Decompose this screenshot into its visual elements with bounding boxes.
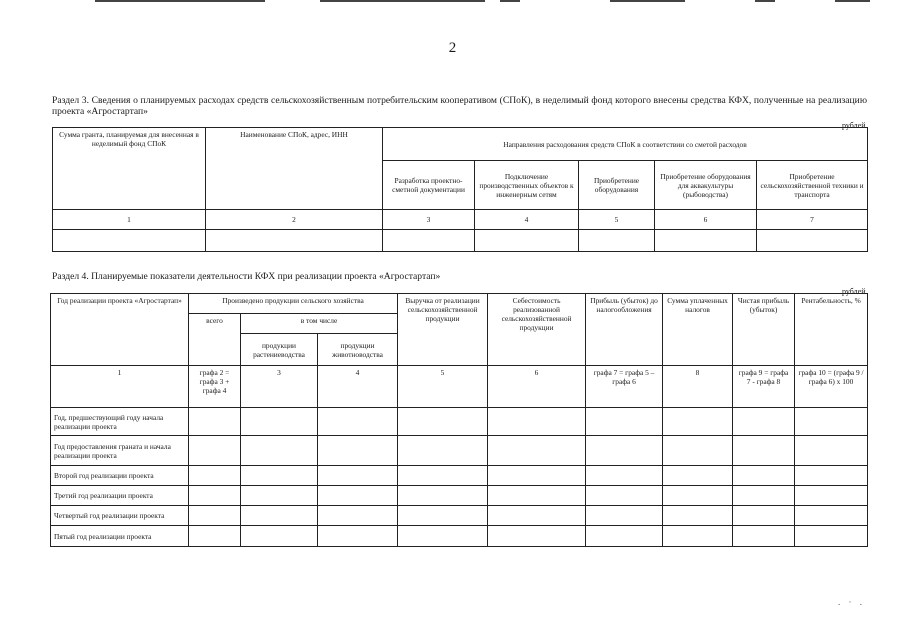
header-design-docs: Разработка проектно-сметной документации	[383, 161, 475, 210]
table-cell	[757, 230, 868, 252]
header-revenue: Выручка от реализации сельскохозяйственной продукции	[398, 294, 488, 366]
column-number: 1	[51, 366, 189, 408]
header-livestock-products: продукции животноводства	[318, 334, 398, 366]
row-label: Пятый год реализации проекта	[51, 526, 189, 547]
column-number: 6	[655, 210, 757, 230]
header-equipment: Приобретение оборудования	[579, 161, 655, 210]
column-number: графа 7 = графа 5 – графа 6	[586, 366, 663, 408]
header-taxes: Сумма уплаченных налогов	[663, 294, 733, 366]
scan-mark	[500, 0, 520, 2]
header-directions: Направления расходования средств СПоК в соответствии со сметой расходов	[383, 128, 868, 161]
table-row	[51, 506, 868, 526]
column-number: 4	[475, 210, 579, 230]
row-label: Год, предшествующий году начала реализации проекта	[51, 408, 189, 436]
column-number: графа 2 = графа 3 + графа 4	[189, 366, 241, 408]
table-cell	[655, 230, 757, 252]
section3-table	[52, 127, 868, 252]
column-number: 5	[398, 366, 488, 408]
column-number: 3	[383, 210, 475, 230]
scan-mark	[835, 0, 870, 2]
header-net-profit: Чистая прибыль (убыток)	[733, 294, 795, 366]
table-cell	[475, 230, 579, 252]
row-label: Год предоставления граната и начала реализации проекта	[51, 436, 189, 466]
header-utility-connection: Подключение производственных объектов к инженерным сетям	[475, 161, 579, 210]
table-row	[51, 486, 868, 506]
table-cell	[206, 230, 383, 252]
section3-units: рублей	[842, 121, 866, 130]
header-including: в том числе	[241, 314, 398, 334]
header-aquaculture-equipment: Приобретение оборудования для аквакультуры (рыбоводства)	[655, 161, 757, 210]
scan-mark	[755, 0, 775, 2]
table-row	[51, 466, 868, 486]
section4-units: рублей	[842, 287, 866, 296]
column-number: 7	[757, 210, 868, 230]
column-number: графа 9 = графа 7 - графа 8	[733, 366, 795, 408]
section3-title: Раздел 3. Сведения о планируемых расходах средств сельскохозяйственным потребительским кооперативом (СПоК), в неделимый фонд которого внесены средства КФХ, полученные на реализацию проекта «Агростартап»	[52, 95, 867, 117]
column-number: 6	[488, 366, 586, 408]
column-number: 1	[53, 210, 206, 230]
header-total: всего	[189, 314, 241, 366]
column-number: 5	[579, 210, 655, 230]
header-produced: Произведено продукции сельского хозяйства	[189, 294, 398, 314]
header-machinery-transport: Приобретение сельскохозяйственной техники и транспорта	[757, 161, 868, 210]
row-label: Четвертый год реализации проекта	[51, 506, 189, 526]
scan-mark	[95, 0, 265, 2]
header-cost: Себестоимость реализованной сельскохозяйственной продукции	[488, 294, 586, 366]
column-number: графа 10 = (графа 9 / графа 6) х 100	[795, 366, 868, 408]
header-crop-products: продукции растениеводства	[241, 334, 318, 366]
table-cell	[53, 230, 206, 252]
row-label: Третий год реализации проекта	[51, 486, 189, 506]
header-project-year: Год реализации проекта «Агростартап»	[51, 294, 189, 366]
page-number: 2	[448, 40, 457, 56]
header-profitability: Рентабельность, %	[795, 294, 868, 366]
section4-title: Раздел 4. Планируемые показатели деятельности КФХ при реализации проекта «Агростартап»	[52, 271, 441, 282]
row-label: Второй год реализации проекта	[51, 466, 189, 486]
scan-mark	[320, 0, 485, 2]
table-row	[51, 526, 868, 547]
table-row	[51, 408, 868, 436]
column-number: 4	[318, 366, 398, 408]
scan-mark	[610, 0, 685, 2]
header-grant-sum: Сумма гранта, планируемая для внесенная в неделимый фонд СПоК	[53, 128, 206, 210]
table-row	[51, 436, 868, 466]
section4-table	[50, 293, 868, 547]
table-cell	[579, 230, 655, 252]
column-number: 3	[241, 366, 318, 408]
header-spok-name: Наименование СПоК, адрес, ИНН	[206, 128, 383, 210]
table-row	[53, 230, 868, 252]
header-profit-before-tax: Прибыль (убыток) до налогообложения	[586, 294, 663, 366]
table-cell	[383, 230, 475, 252]
column-number: 8	[663, 366, 733, 408]
scan-specks: . · .	[838, 597, 865, 607]
column-number: 2	[206, 210, 383, 230]
